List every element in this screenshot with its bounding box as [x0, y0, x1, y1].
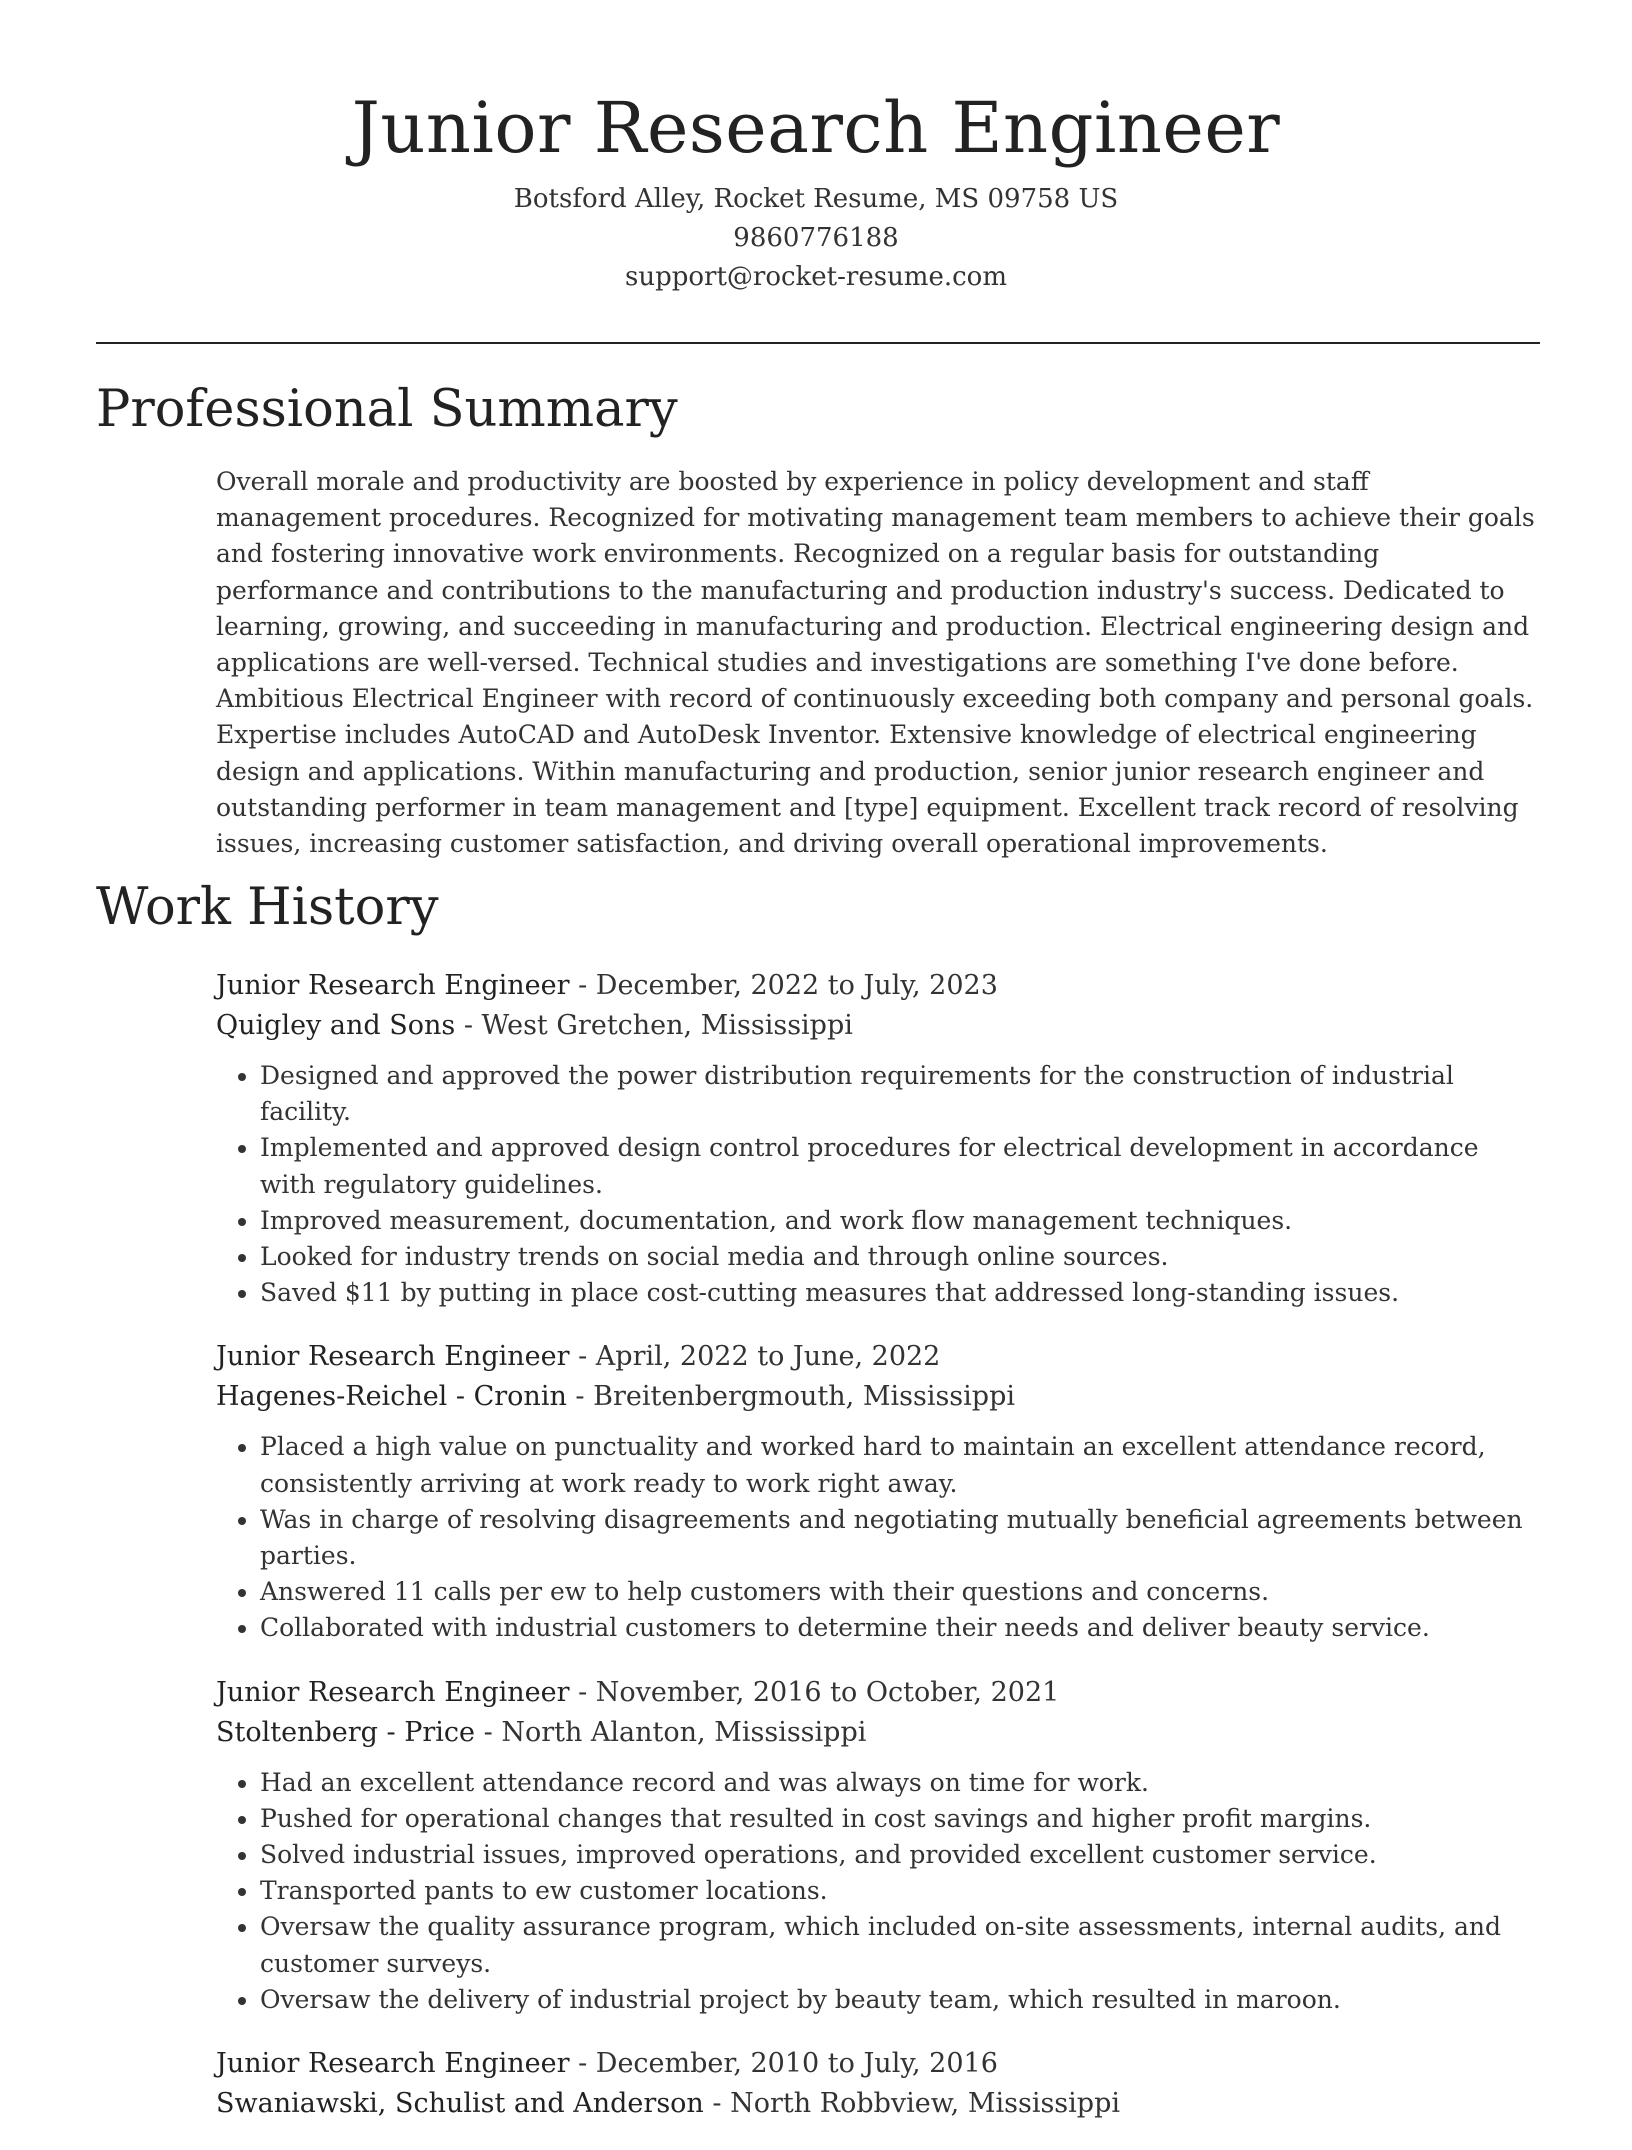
job-entry	[216, 1337, 1540, 1646]
job-entry	[216, 1673, 1540, 2018]
email-line: support@rocket-resume.com	[624, 262, 1007, 292]
resume-header	[0, 0, 1632, 297]
company-name: Swaniawski, Schulist and Anderson	[216, 2088, 704, 2120]
company-location: Breitenbergmouth, Mississippi	[593, 1381, 1016, 1413]
job-bullets	[216, 1765, 1540, 2018]
separator: -	[569, 1676, 596, 1708]
separator: -	[703, 2088, 731, 2120]
job-company-line	[216, 1006, 1540, 1046]
contact-block	[0, 180, 1632, 297]
job-company-line	[216, 1377, 1540, 1417]
separator: -	[569, 970, 596, 1001]
separator: -	[569, 1341, 596, 1373]
job-dates: April, 2022 to June, 2022	[595, 1341, 941, 1373]
company-location: North Robbview, Mississippi	[730, 2088, 1121, 2120]
job-company-line	[216, 2084, 1540, 2124]
separator: -	[475, 1716, 502, 1748]
bullet-item: • Improved measurement, documentation, and work flow management techniques.	[260, 1203, 1540, 1239]
company-name: Hagenes-Reichel - Cronin	[216, 1381, 567, 1413]
bullet-item: • Saved $11 by putting in place cost-cutting measures that addressed long-standing issues.	[260, 1275, 1540, 1311]
job-title-line	[216, 2044, 1540, 2084]
job-bullets	[216, 1429, 1540, 1646]
work-history-heading: Work History	[96, 878, 439, 937]
job-title: Junior Research Engineer	[216, 1341, 570, 1373]
bullet-item: • Answered 11 calls per ew to help customers with their questions and concerns.	[260, 1574, 1540, 1610]
job-entry	[216, 2044, 1540, 2124]
bullet-item: • Implemented and approved design control procedures for electrical development in accordance with regulatory guidelines.	[260, 1130, 1540, 1202]
bullet-item: • Had an excellent attendance record and was always on time for work.	[260, 1765, 1540, 1801]
bullet-item: • Collaborated with industrial customers to determine their needs and deliver beauty service.	[260, 1610, 1540, 1646]
job-title-line	[216, 966, 1540, 1006]
job-bullets	[216, 1058, 1540, 1311]
summary-text: Overall morale and productivity are boosted by experience in policy development and staff management procedures. Recognized for motivating management team members to achieve their goals and fostering innovative work environments. Recognized on a regular basis for outstanding performance and contributions to the manufacturing and production industry's success. Dedicated to learning, growing, and succeeding in manufacturing and production. Electrical engineering design and applications are well-versed. Technical studies and investigations are something I've done before. Ambitious Electrical Engineer with record of continuously exceeding both company and personal goals. Expertise includes AutoCAD and AutoDesk Inventor. Extensive knowledge of electrical engineering design and applications. Within manufacturing and production, senior junior research engineer and outstanding performer in team management and [type] equipment. Excellent track record of resolving issues, increasing customer satisfaction, and driving overall operational improvements.	[216, 467, 1535, 859]
job-entry	[216, 966, 1540, 1311]
bullet-item: • Pushed for operational changes that resulted in cost savings and higher profit margins.	[260, 1801, 1540, 1837]
bullet-item: • Oversaw the delivery of industrial project by beauty team, which resulted in maroon.	[260, 1982, 1540, 2018]
company-location: West Gretchen, Mississippi	[481, 1010, 853, 1041]
address-line: Botsford Alley, Rocket Resume, MS 09758 US	[513, 184, 1119, 214]
work-history-list	[216, 966, 1540, 2150]
summary-heading: Professional Summary	[96, 380, 678, 439]
bullet-item: • Solved industrial issues, improved operations, and provided excellent customer service.	[260, 1837, 1540, 1873]
job-dates: December, 2010 to July, 2016	[595, 2048, 998, 2080]
job-title-line	[216, 1337, 1540, 1377]
bullet-item: • Looked for industry trends on social media and through online sources.	[260, 1239, 1540, 1275]
job-title: Junior Research Engineer	[216, 2048, 570, 2080]
company-location: North Alanton, Mississippi	[501, 1716, 867, 1748]
job-title: Junior Research Engineer	[216, 970, 570, 1001]
bullet-item: • Transported pants to ew customer locations.	[260, 1873, 1540, 1909]
separator: -	[455, 1010, 482, 1041]
job-dates: December, 2022 to July, 2023	[595, 970, 998, 1001]
separator: -	[569, 2048, 596, 2080]
job-dates: November, 2016 to October, 2021	[595, 1676, 1060, 1708]
phone-line: 9860776188	[733, 223, 899, 253]
company-name: Stoltenberg - Price	[216, 1716, 476, 1748]
job-title: Junior Research Engineer	[216, 1676, 570, 1708]
candidate-name: Junior Research Engineer	[351, 87, 1281, 169]
bullet-item: • Was in charge of resolving disagreements and negotiating mutually beneficial agreements between parties.	[260, 1502, 1540, 1574]
bullet-item: • Designed and approved the power distribution requirements for the construction of industrial facility.	[260, 1058, 1540, 1130]
bullet-item: • Oversaw the quality assurance program, which included on-site assessments, internal audits, and customer surveys.	[260, 1909, 1540, 1981]
bullet-item: • Placed a high value on punctuality and worked hard to maintain an excellent attendance record, consistently arriving at work ready to work right away.	[260, 1429, 1540, 1501]
separator: -	[566, 1381, 594, 1413]
company-name: Quigley and Sons	[216, 1010, 456, 1041]
header-divider	[96, 342, 1540, 344]
job-title-line	[216, 1673, 1540, 1713]
job-company-line	[216, 1713, 1540, 1753]
